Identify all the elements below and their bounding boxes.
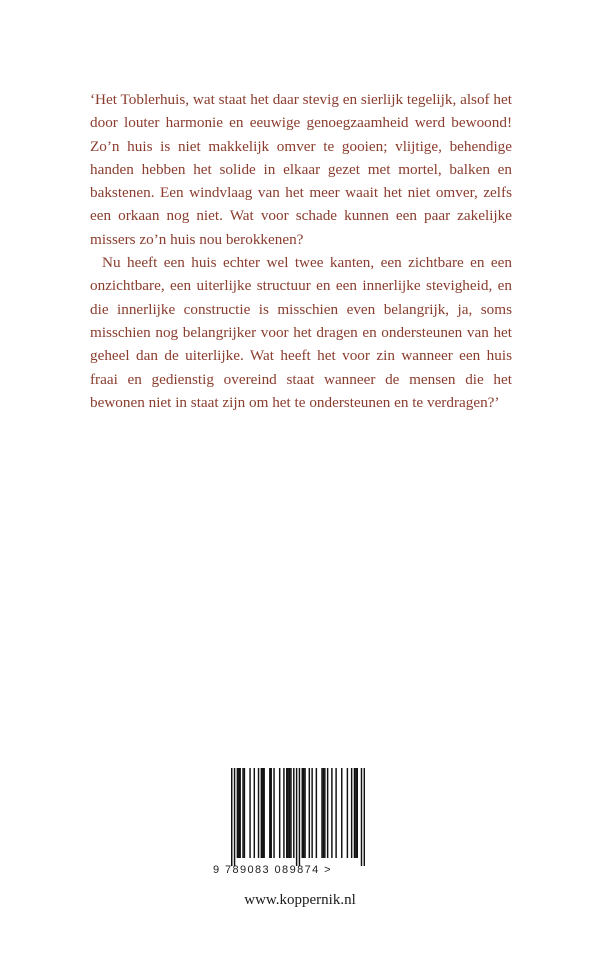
barcode-bar <box>263 768 264 858</box>
barcode-bar <box>286 768 287 858</box>
barcode-bar <box>357 768 358 858</box>
barcode-bar <box>269 768 270 858</box>
barcode-bar <box>239 768 240 858</box>
barcode-bar <box>303 768 304 858</box>
barcode-bar <box>302 768 303 858</box>
barcode-bar <box>289 768 290 858</box>
blurb-text <box>90 88 512 414</box>
barcode-bar <box>249 768 250 858</box>
barcode-bar <box>237 768 238 858</box>
barcode-bar <box>238 768 239 858</box>
barcode-bar <box>341 768 342 858</box>
barcode-bar <box>293 768 294 858</box>
barcode-bar <box>361 768 362 866</box>
barcode-bar <box>262 768 263 858</box>
barcode-bar <box>234 768 235 866</box>
barcode-bar <box>254 768 255 858</box>
barcode-bar <box>351 768 352 858</box>
blurb-paragraph-2: Nu heeft een huis echter wel twee kanten, een zichtbare en een onzichtbare, een uiterlijke structuur en een innerlijke stevigheid, en die innerlijke constructie is misschien even belangrijk, ja, soms misschien nog belangrijker voor het dragen en ondersteunen van het geheel dan de uiterlijke. Wat heeft het voor zin wanneer een huis fraai en gedienstig overeind staat wanneer de mensen die het bewonen niet in staat zijn om het te ondersteunen en te verdragen?’ <box>90 254 512 411</box>
barcode-bar <box>324 768 325 858</box>
barcode-bar <box>323 768 324 858</box>
barcode-digits: 9 789083 089874 > <box>213 864 332 876</box>
barcode-bar <box>270 768 271 858</box>
barcode-bar <box>244 768 245 858</box>
barcode-bar <box>335 768 336 858</box>
barcode-bar <box>299 768 300 866</box>
barcode-bar <box>261 768 262 858</box>
barcode-bar <box>316 768 317 858</box>
publisher-website: www.koppernik.nl <box>244 892 356 908</box>
barcode-bar <box>290 768 291 858</box>
barcode-bar <box>283 768 284 858</box>
barcode-bar <box>331 768 332 858</box>
barcode-bar <box>296 768 297 866</box>
barcode-bar <box>355 768 356 858</box>
barcode-bar <box>287 768 288 858</box>
barcode-bar <box>347 768 348 858</box>
barcode-bar <box>258 768 259 858</box>
barcode-bar <box>354 768 355 858</box>
isbn-barcode <box>213 768 393 888</box>
barcode-bar <box>242 768 243 858</box>
barcode-bars-icon <box>231 768 365 868</box>
barcode-bar <box>309 768 310 858</box>
barcode-bar <box>273 768 274 858</box>
barcode-bar <box>279 768 280 858</box>
barcode-bar <box>321 768 322 858</box>
barcode-bar <box>311 768 312 858</box>
barcode-bar <box>231 768 232 866</box>
barcode-bar <box>327 768 328 858</box>
barcode-bar <box>304 768 305 858</box>
blurb-paragraph-1: ‘Het Toblerhuis, wat staat het daar stevig en sierlijk tegelijk, alsof het door louter harmonie en eeuwige genoegzaamheid werd bewoond! Zo’n huis is niet makkelijk omver te gooien; vlijtige, behendige handen hebben het solide in elkaar gezet met mortel, balken en bakstenen. Een windvlaag van het meer waait het niet omver, zelfs een orkaan nog niet. Wat voor schade kunnen een paar zakelijke missers zo’n huis nou berokkenen? <box>90 91 512 248</box>
barcode-bar <box>364 768 365 866</box>
